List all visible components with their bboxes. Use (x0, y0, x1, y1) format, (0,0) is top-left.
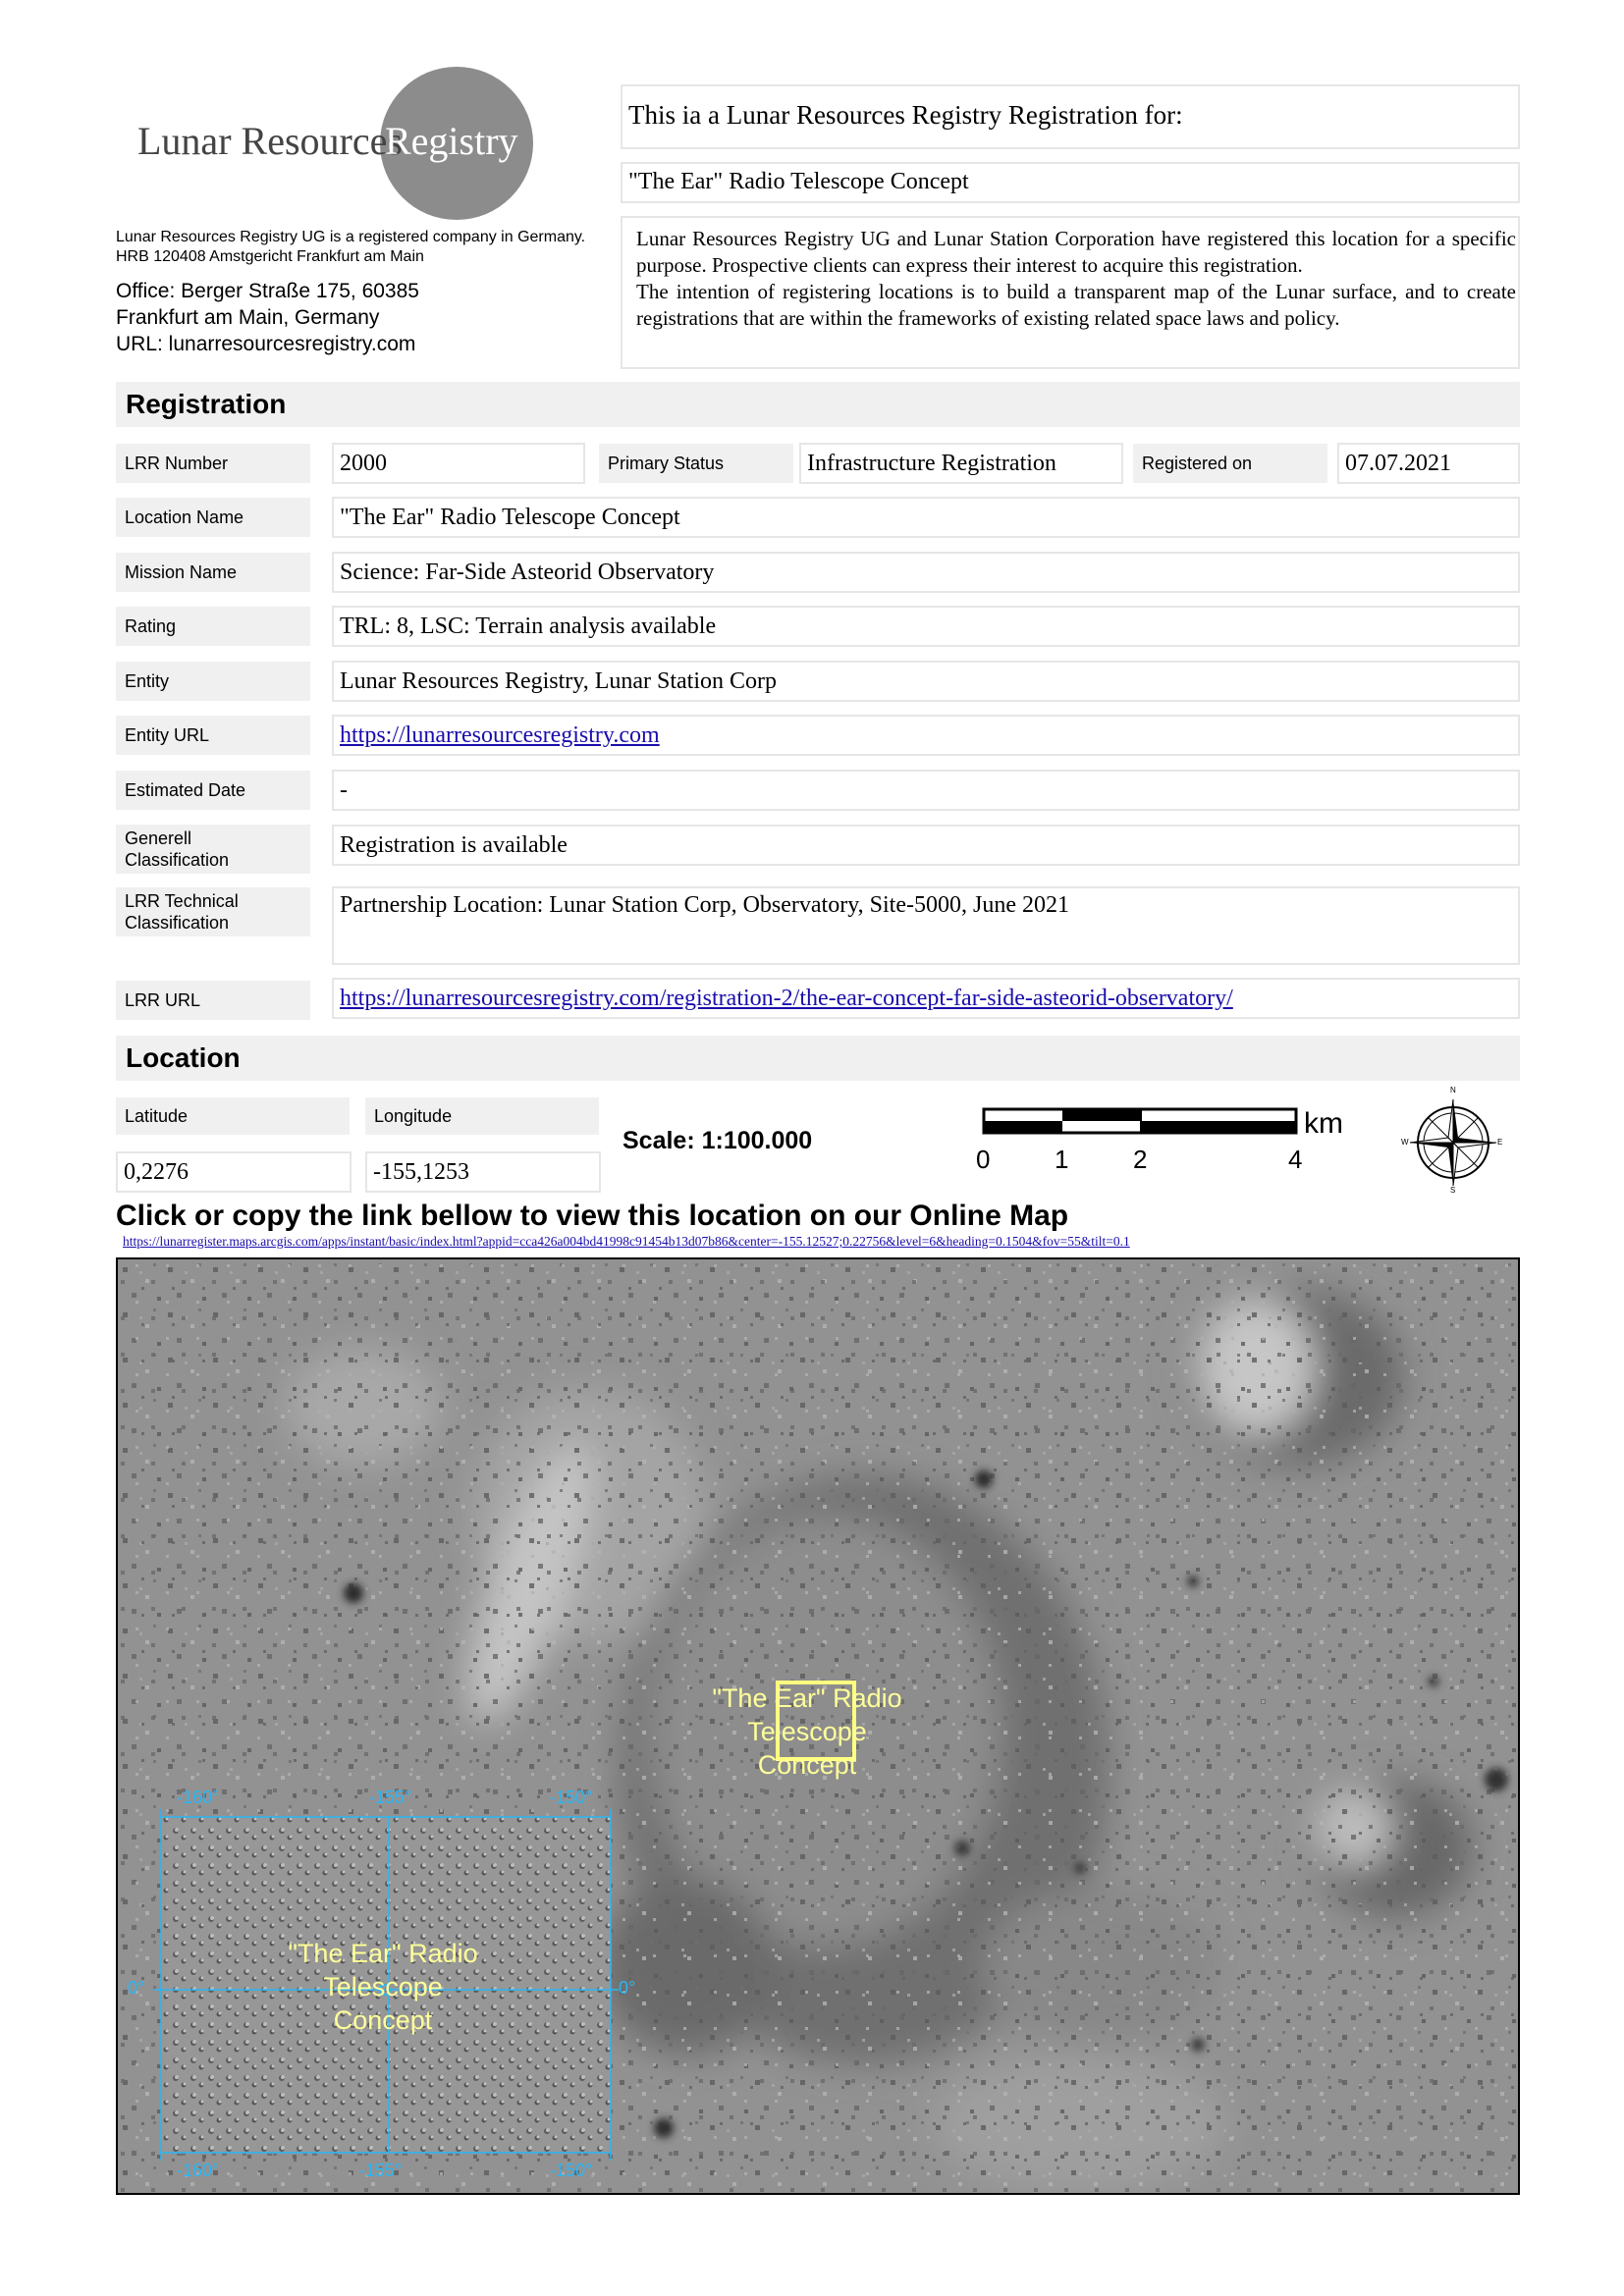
scale-bar-tick-4: 4 (1288, 1145, 1303, 1174)
map-target-label: "The Ear" Radio Telescope Concept (712, 1683, 902, 1780)
scale-bar-tick-2: 2 (1133, 1145, 1148, 1174)
registered-on-label: Registered on (1133, 444, 1327, 483)
inset-grid-top-3: -150° (550, 1788, 593, 1807)
compass-e: E (1497, 1138, 1503, 1147)
latitude-label: Latitude (116, 1097, 350, 1135)
general-classification-label-line1: Generell (125, 828, 192, 848)
compass-w: W (1401, 1138, 1409, 1147)
entity-url-field (332, 715, 1520, 756)
company-legal-line1: Lunar Resources Registry UG is a registered company in Germany. (116, 229, 586, 245)
longitude-value: -155,1253 (365, 1151, 601, 1193)
registered-on-value: 07.07.2021 (1337, 443, 1520, 484)
entity-url-link[interactable]: https://lunarresourcesregistry.com (340, 721, 660, 748)
technical-classification-label (116, 887, 310, 936)
technical-classification-label-line2: Classification (125, 913, 230, 933)
description-paragraph-2: The intention of registering locations is to build a transparent map of the Lunar surface, and to create registrations that are within the frameworks of existing related space laws and policy. (636, 280, 1516, 330)
scale-bar-graphic (982, 1107, 1306, 1137)
company-url: URL: lunarresourcesregistry.com (116, 333, 416, 355)
registration-intro (621, 84, 1520, 149)
longitude-label: Longitude (365, 1097, 599, 1135)
technical-classification-label-line1: LRR Technical (125, 891, 239, 911)
registration-intro-text: This ia a Lunar Resources Registry Registration for: (628, 100, 1183, 130)
scale-bar-tick-0: 0 (976, 1145, 991, 1174)
location-section-title: Location (116, 1036, 1520, 1081)
inset-grid-top-1: -160° (177, 1788, 220, 1807)
primary-status-value: Infrastructure Registration (799, 443, 1123, 484)
map-scale: Scale: 1:100.000 (623, 1127, 813, 1154)
map-link-heading: Click or copy the link bellow to view this location on our Online Map (116, 1200, 1069, 1232)
inset-grid-bottom-1: -160° (177, 2161, 220, 2180)
entity-label: Entity (116, 662, 310, 701)
lrr-number-label: LRR Number (116, 444, 310, 483)
lrr-url-label: LRR URL (116, 981, 310, 1020)
location-name-label: Location Name (116, 498, 310, 537)
company-legal-line2: HRB 120408 Amstgericht Frankfurt am Main (116, 248, 424, 265)
estimated-date-value: - (332, 770, 1520, 811)
estimated-date-label: Estimated Date (116, 771, 310, 810)
primary-status-label: Primary Status (599, 444, 793, 483)
lrr-number-value: 2000 (332, 443, 585, 484)
registration-subject-text: "The Ear" Radio Telescope Concept (628, 169, 969, 194)
lunar-map[interactable] (116, 1257, 1520, 2195)
registration-subject (621, 162, 1520, 203)
lrr-url-field (332, 978, 1520, 1019)
inset-grid-left: 0° (128, 1978, 145, 1998)
logo-text-right: Registry (385, 119, 518, 163)
inset-grid-bottom-2: -155° (359, 2161, 403, 2180)
logo (137, 67, 550, 224)
scale-bar-unit: km (1304, 1107, 1343, 1140)
mission-name-value: Science: Far-Side Asteorid Observatory (332, 552, 1520, 593)
inset-grid-top-2: -155° (369, 1788, 412, 1807)
inset-map-label: "The Ear" Radio Telescope Concept (288, 1939, 478, 2035)
scale-bar-tick-1: 1 (1055, 1145, 1069, 1174)
latitude-value: 0,2276 (116, 1151, 352, 1193)
rating-value: TRL: 8, LSC: Terrain analysis available (332, 606, 1520, 647)
rating-label: Rating (116, 607, 310, 646)
entity-url-label: Entity URL (116, 716, 310, 755)
registration-section-title: Registration (116, 382, 1520, 427)
logo-text-left: Lunar Resources (137, 119, 403, 163)
company-office-line1: Office: Berger Straße 175, 60385 (116, 280, 419, 302)
mission-name-label: Mission Name (116, 553, 310, 592)
general-classification-label (116, 825, 310, 874)
compass-rose-icon (1399, 1086, 1507, 1196)
entity-value: Lunar Resources Registry, Lunar Station Corp (332, 661, 1520, 702)
location-name-value: "The Ear" Radio Telescope Concept (332, 497, 1520, 538)
description-paragraph-1: Lunar Resources Registry UG and Lunar Station Corporation have registered this location for a specific purpose. Prospective clients can express their interest to acquire this registration. (636, 227, 1516, 277)
general-classification-value: Registration is available (332, 825, 1520, 866)
registration-description (621, 216, 1520, 369)
lrr-url-link[interactable]: https://lunarresourcesregistry.com/registration-2/the-ear-concept-far-side-asteorid-observatory/ (340, 985, 1233, 1011)
inset-grid-right: 0° (619, 1978, 636, 1998)
general-classification-label-line2: Classification (125, 850, 230, 870)
inset-grid-bottom-3: -150° (550, 2161, 593, 2180)
compass-n: N (1450, 1086, 1456, 1095)
company-office-line2: Frankfurt am Main, Germany (116, 306, 380, 329)
technical-classification-value: Partnership Location: Lunar Station Corp, Observatory, Site-5000, June 2021 (332, 886, 1520, 965)
compass-s: S (1450, 1186, 1456, 1195)
compass-rose-graphic (1399, 1090, 1507, 1196)
scale-bar (976, 1107, 1343, 1176)
online-map-link[interactable]: https://lunarregister.maps.arcgis.com/apps/instant/basic/index.html?appid=cca426a004bd41998c91454b13d07b86&center=-155.12527;0.22756&level=6&heading=0.1504&fov=55&tilt=0.1 (123, 1234, 1130, 1249)
